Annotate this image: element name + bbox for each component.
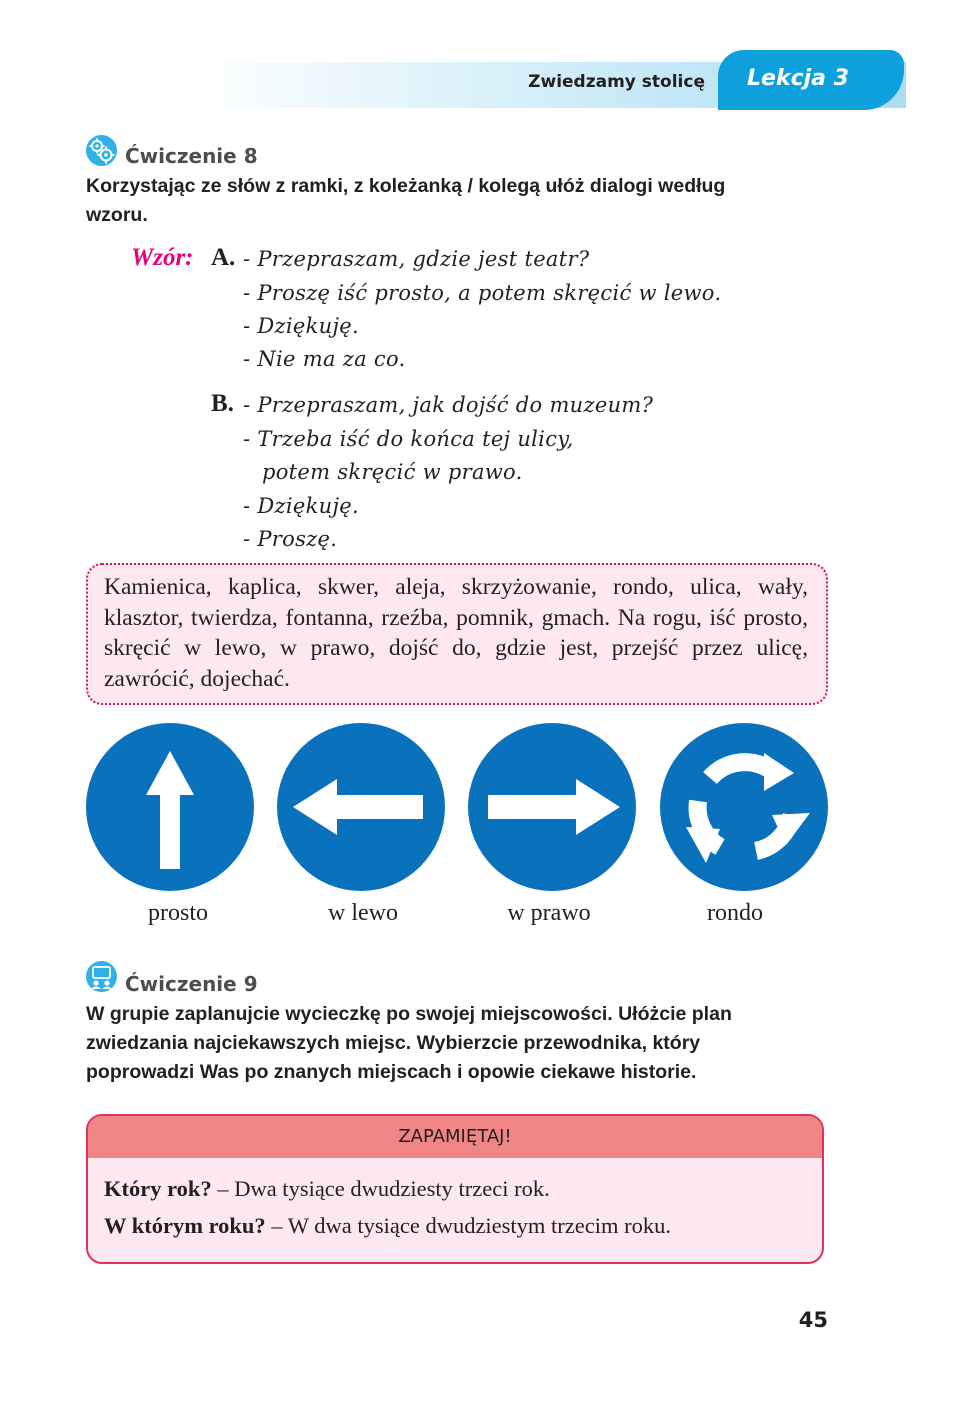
dialog-a-letter: A. — [211, 244, 236, 271]
remember-question: Który rok? — [104, 1176, 212, 1201]
exercise-8-title: Ćwiczenie 8 — [125, 144, 258, 168]
dialog-line: - Proszę. — [243, 527, 338, 551]
dialog-line: - Proszę iść prosto, a potem skręcić w lewo. — [243, 281, 722, 305]
gears-icon — [86, 135, 117, 166]
sign-label-right: w prawo — [507, 900, 591, 926]
page-number: 45 — [798, 1308, 828, 1332]
remember-title: ZAPAMIĘTAJ! — [398, 1126, 512, 1147]
remember-answer: – W dwa tysiące dwudziestym trzecim roku. — [265, 1213, 671, 1238]
remember-answer: – Dwa tysiące dwudziesty trzeci rok. — [211, 1176, 550, 1201]
instruction-line: poprowadzi Was po znanych miejscach i opowie ciekawe historie. — [86, 1061, 697, 1083]
dialog-line: - Dziękuję. — [243, 494, 359, 518]
word-box-text: Kamienica, kaplica, skwer, aleja, skrzyżowanie, rondo, ulica, wały, klasztor, twierdza, fontanna, rzeźba, pomnik, gmach. Na rogu, iść prosto, skręcić w lewo, w prawo, dojść do, gdzie jest, przejść przez ulicę, zawrócić, dojechać. — [104, 574, 808, 692]
exercise-9-title: Ćwiczenie 9 — [125, 972, 258, 996]
sign-straight — [86, 723, 254, 896]
model-label: Wzór: — [131, 244, 194, 271]
instruction-line: Korzystając ze słów z ramki, z koleżanką / kolegą ułóż dialogi według — [86, 175, 726, 197]
lesson-label: Lekcja 3 — [747, 66, 849, 91]
section-title: Zwiedzamy stolicę — [528, 72, 705, 92]
sign-label-roundabout: rondo — [707, 900, 763, 926]
dialog-line: - Przepraszam, gdzie jest teatr? — [243, 247, 590, 271]
sign-label-left: w lewo — [328, 900, 398, 926]
exercise-9-instruction — [86, 1000, 828, 1087]
arrow-right-icon — [468, 723, 636, 891]
exercise-8-instruction — [86, 172, 828, 230]
instruction-line: W grupie zaplanujcie wycieczkę po swojej miejscowości. Ułóżcie plan — [86, 1003, 732, 1025]
sign-roundabout — [660, 723, 828, 896]
dialog-line: - Nie ma za co. — [243, 347, 406, 371]
sign-left — [277, 723, 445, 896]
dialog-line: potem skręcić w prawo. — [262, 460, 523, 484]
arrow-up-icon — [86, 723, 254, 891]
sign-right — [468, 723, 636, 896]
remember-line-2 — [104, 1213, 671, 1239]
dialog-line: - Trzeba iść do końca tej ulicy, — [243, 427, 574, 451]
dialog-line: - Przepraszam, jak dojść do muzeum? — [243, 393, 654, 417]
arrow-left-icon — [277, 723, 445, 891]
dialog-line: - Dziękuję. — [243, 314, 359, 338]
dialog-b-letter: B. — [211, 390, 234, 417]
group-work-icon — [86, 961, 117, 992]
remember-question: W którym roku? — [104, 1213, 266, 1238]
sign-label-straight: prosto — [148, 900, 208, 926]
roundabout-icon — [660, 723, 828, 891]
remember-line-1 — [104, 1176, 550, 1202]
instruction-line: zwiedzania najciekawszych miejsc. Wybierzcie przewodnika, który — [86, 1032, 701, 1054]
instruction-line: wzoru. — [86, 204, 148, 226]
